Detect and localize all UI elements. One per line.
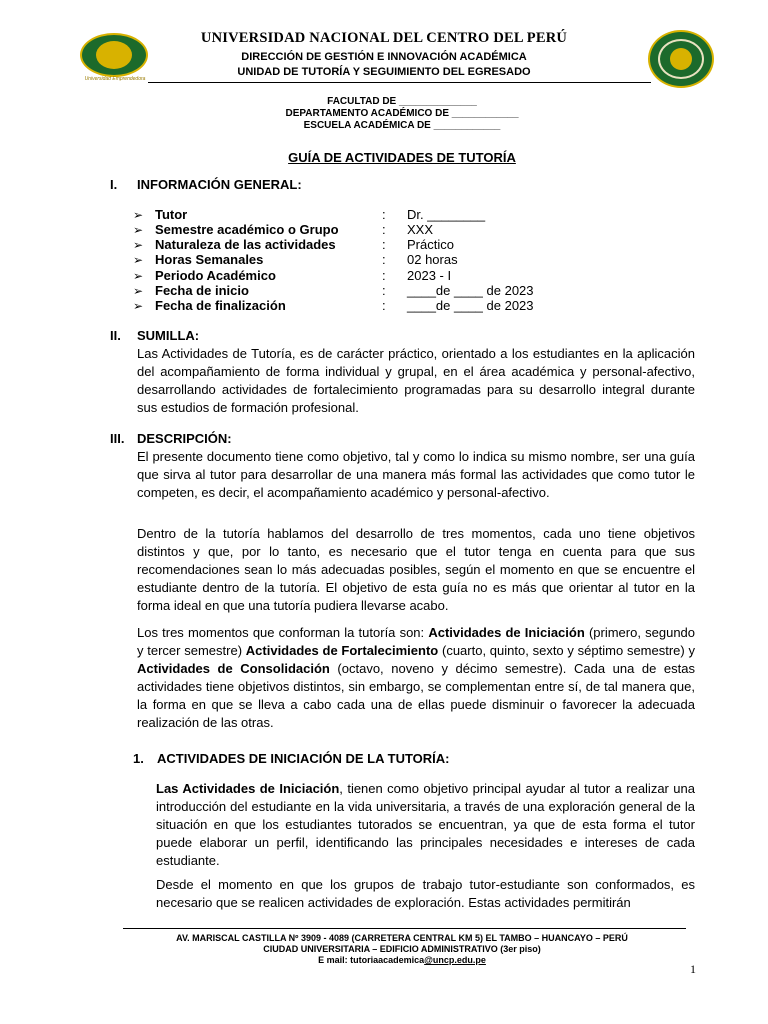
iniciacion-paragraph-2: Desde el momento en que los grupos de trabajo tutor-estudiante son conformados, es necesario que se realicen actividades de exploración. Estas actividades permitirán xyxy=(156,877,695,910)
text-run: (primero, segundo y tercer semestre) xyxy=(137,625,696,658)
info-value: XXX xyxy=(407,222,434,237)
info-colon: : xyxy=(382,298,386,313)
info-row xyxy=(133,222,693,238)
arrow-bullet-icon: ➢ xyxy=(133,299,144,313)
info-value: 2023 - I xyxy=(407,268,452,283)
info-label: Semestre académico o Grupo xyxy=(155,222,339,237)
info-label: Fecha de finalización xyxy=(155,298,286,313)
section-number: III. xyxy=(110,431,125,446)
iniciacion-paragraph-1 xyxy=(156,780,695,870)
info-value: 02 horas xyxy=(407,252,458,267)
direction-name: DIRECCIÓN DE GESTIÓN E INNOVACIÓN ACADÉMICA xyxy=(241,51,527,63)
unit-name: UNIDAD DE TUTORÍA Y SEGUIMIENTO DEL EGRESADO xyxy=(237,66,531,78)
arrow-bullet-icon: ➢ xyxy=(133,253,144,267)
department-line: DEPARTAMENTO ACADÉMICO DE ____________ xyxy=(285,108,519,119)
info-label: Horas Semanales xyxy=(155,252,264,267)
text-run: (octavo, noveno y décimo semestre). Cada una de estas actividades tiene objetivos distintos, sin embargo, se complementan entre sí, de tal manera que, la forma en que se lleva a cabo cada una de ellas puede disminuir o favorecer la adecuada realización de las otras. xyxy=(137,661,695,730)
info-colon: : xyxy=(382,268,386,283)
text-run: (cuarto, quinto, sexto y séptimo semestre) y xyxy=(438,643,695,658)
section-title: SUMILLA: xyxy=(137,328,200,343)
text-run-bold: Actividades de Iniciación xyxy=(428,625,585,640)
info-value: Dr. ________ xyxy=(407,207,486,222)
text-run: Los tres momentos que conforman la tutoría son: xyxy=(137,625,429,640)
info-row xyxy=(133,283,693,299)
section-heading-descripcion xyxy=(110,431,232,446)
sumilla-paragraph: Las Actividades de Tutoría, es de carácter práctico, orientado a los estudiantes en la aplicación del acompañamiento de forma individual y grupal, en el área académica y personal-afectivo, desarrollando actividades de fortalecimiento programadas para su desarrollo integral durante sus estudios de formación profesional. xyxy=(137,346,695,415)
text-run: , tienen como objetivo principal ayudar al tutor a realizar una introducción del estudiante en la vida universitaria, a través de una exploración general de la situación en que los estudiantes tutorados se encuentran, ya que de esta forma el tutor puede elaborar un perfil, identificando las principales necesidades e intereses de cada estudiante. xyxy=(156,781,695,868)
info-colon: : xyxy=(382,207,386,222)
footer-address: AV. MARISCAL CASTILLA Nº 3909 - 4089 (CARRETERA CENTRAL KM 5) EL TAMBO – HUANCAYO – PERÚ xyxy=(176,933,628,943)
left-logo-caption: Universidad Emprendedora xyxy=(84,76,146,82)
info-colon: : xyxy=(382,237,386,252)
info-row xyxy=(133,207,693,223)
header-divider xyxy=(148,82,651,83)
footer-divider xyxy=(123,928,686,929)
info-row xyxy=(133,268,693,284)
arrow-bullet-icon: ➢ xyxy=(133,284,144,298)
section-heading-info xyxy=(110,177,302,192)
footer-email xyxy=(0,955,768,966)
email-label: E mail: tutoriaacademica xyxy=(318,955,425,965)
info-value: ____de ____ de 2023 xyxy=(407,298,534,313)
info-colon: : xyxy=(382,252,386,267)
arrow-bullet-icon: ➢ xyxy=(133,208,144,222)
subsection-heading-iniciacion xyxy=(133,751,450,766)
section-title: DESCRIPCIÓN: xyxy=(137,431,232,446)
descripcion-paragraph-3 xyxy=(137,624,695,732)
info-colon: : xyxy=(382,283,386,298)
info-row xyxy=(133,298,693,314)
info-label: Periodo Académico xyxy=(155,268,276,283)
arrow-bullet-icon: ➢ xyxy=(133,223,144,237)
descripcion-paragraph-1: El presente documento tiene como objetivo, tal y como lo indica su mismo nombre, ser una guía que sirva al tutor para desarrollar de una manera más formal las actividades que como tutor le competen, es decir, el acompañamiento académico y personal-afectivo. xyxy=(137,449,695,500)
text-run-bold: Las Actividades de Iniciación xyxy=(156,781,340,796)
info-row xyxy=(133,237,693,253)
arrow-bullet-icon: ➢ xyxy=(133,238,144,252)
document-title: GUÍA DE ACTIVIDADES DE TUTORÍA xyxy=(288,150,516,165)
section-title: INFORMACIÓN GENERAL: xyxy=(137,177,302,192)
subsection-number: 1. xyxy=(133,751,144,766)
footer-building: CIUDAD UNIVERSITARIA – EDIFICIO ADMINISTRATIVO (3er piso) xyxy=(263,944,541,954)
school-line: ESCUELA ACADÉMICA DE ____________ xyxy=(303,120,501,131)
info-value: ____de ____ de 2023 xyxy=(407,283,534,298)
text-run-bold: Actividades de Consolidación xyxy=(137,661,330,676)
email-link[interactable]: @uncp.edu.pe xyxy=(424,955,486,965)
section-number: I. xyxy=(110,177,118,192)
university-name: UNIVERSIDAD NACIONAL DEL CENTRO DEL PERÚ xyxy=(200,30,568,46)
page-number: 1 xyxy=(690,962,696,976)
info-label: Fecha de inicio xyxy=(155,283,249,298)
info-label: Tutor xyxy=(155,207,188,222)
text-run-bold: Actividades de Fortalecimiento xyxy=(245,643,439,658)
section-heading-sumilla xyxy=(110,328,199,343)
descripcion-paragraph-2: Dentro de la tutoría hablamos del desarrollo de tres momentos, cada uno tiene objetivos distintos y que, por lo tanto, es necesario que el tutor tenga en cuenta para que sus recomendaciones sean lo más adecuadas posibles, según el momento en que se encuentre el estudiante dentro de la tutoría. El objetivo de esta guía no es más que orientar al tutor en la forma ideal en que una tutoría pudiera llevarse acabo. xyxy=(137,526,695,613)
info-colon: : xyxy=(382,222,386,237)
faculty-line: FACULTAD DE ______________ xyxy=(327,96,477,107)
section-number: II. xyxy=(110,328,121,343)
arrow-bullet-icon: ➢ xyxy=(133,269,144,283)
subsection-title: ACTIVIDADES DE INICIACIÓN DE LA TUTORÍA: xyxy=(157,751,450,766)
info-row xyxy=(133,252,693,268)
info-label: Naturaleza de las actividades xyxy=(155,237,336,252)
info-value: Práctico xyxy=(407,237,454,252)
